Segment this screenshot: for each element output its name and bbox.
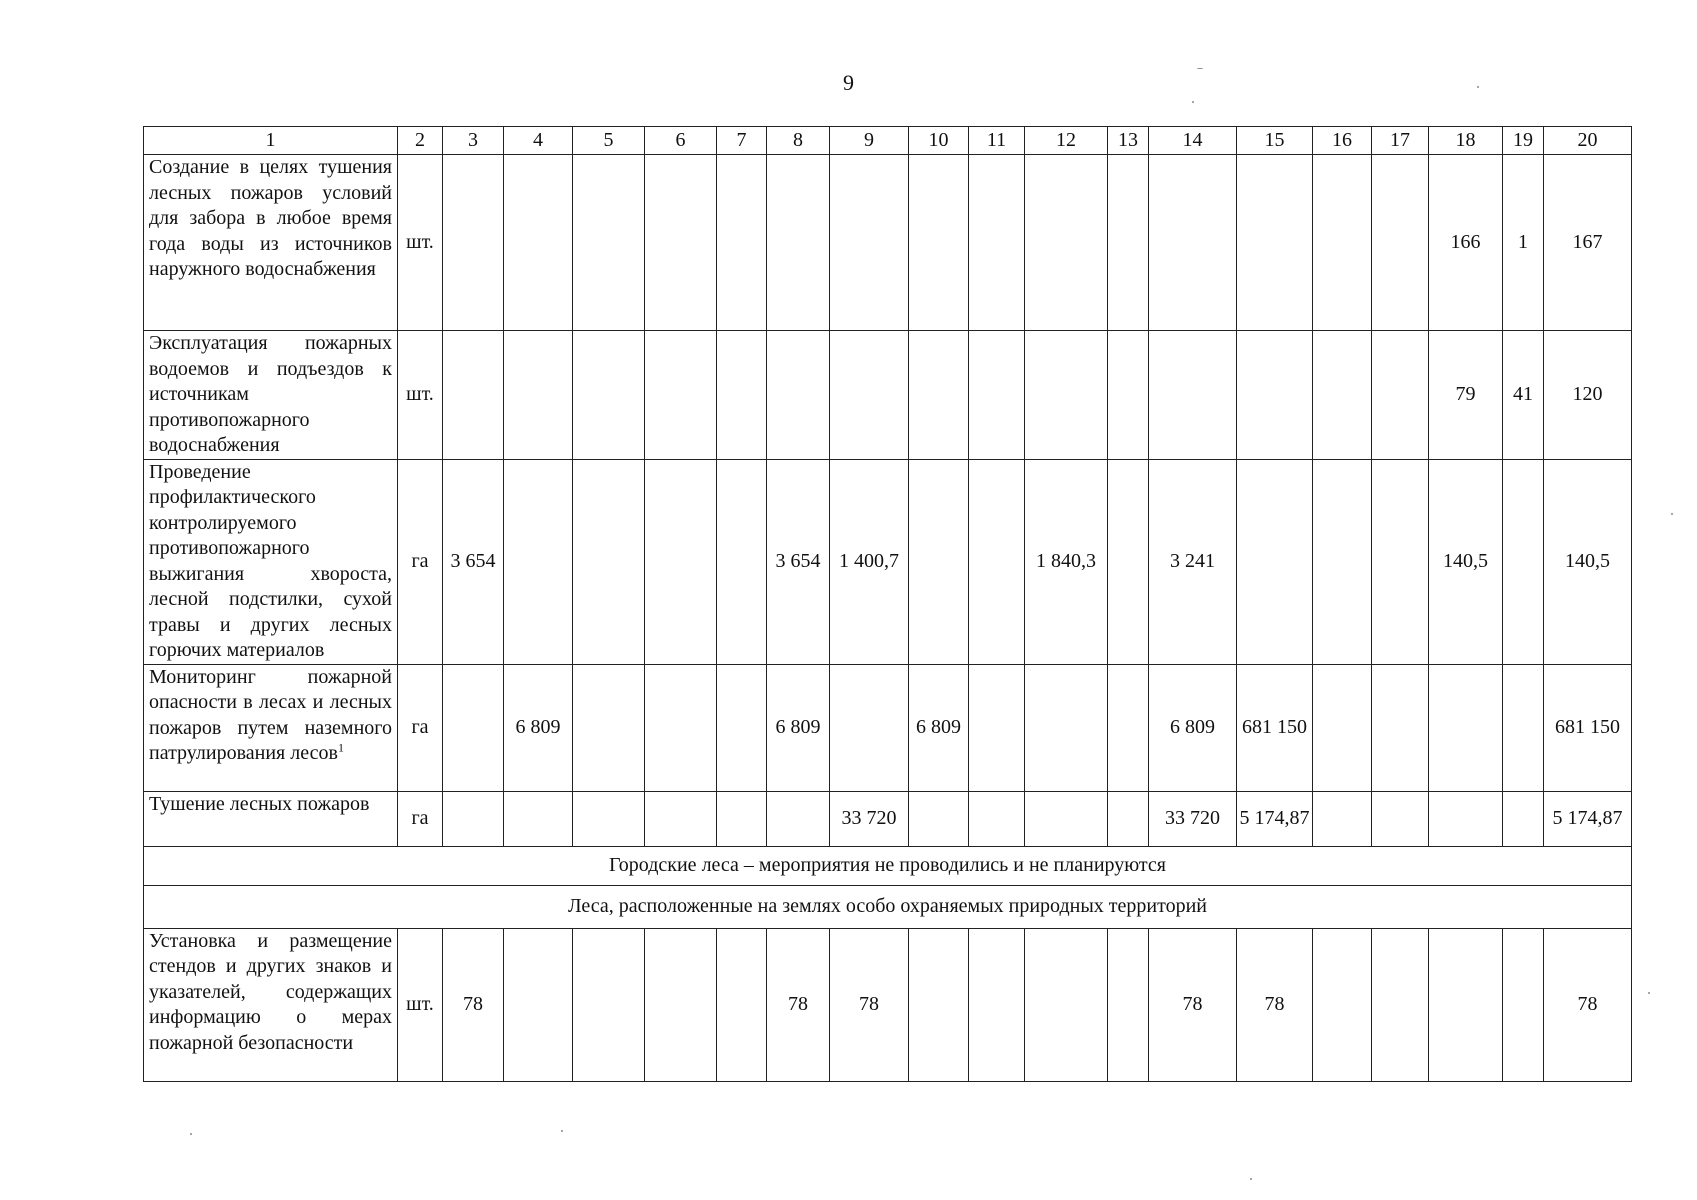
unit-cell: шт. <box>398 155 443 331</box>
value-cell <box>1429 664 1503 791</box>
value-cell <box>1108 928 1149 1081</box>
value-cell <box>1025 155 1108 331</box>
column-header: 12 <box>1025 127 1108 155</box>
section-row <box>144 846 1632 885</box>
value-cell <box>767 331 830 460</box>
header-row <box>144 127 1632 155</box>
column-header: 9 <box>830 127 909 155</box>
value-cell <box>443 331 504 460</box>
value-cell: 6 809 <box>767 664 830 791</box>
value-cell <box>1313 459 1372 664</box>
value-cell <box>1313 331 1372 460</box>
value-cell: 33 720 <box>830 791 909 846</box>
section-title: Леса, расположенные на землях особо охраняемых природных территорий <box>144 885 1632 928</box>
value-cell <box>1025 331 1108 460</box>
value-cell: 33 720 <box>1149 791 1237 846</box>
value-cell <box>1025 928 1108 1081</box>
value-cell <box>645 155 717 331</box>
unit-cell: га <box>398 791 443 846</box>
value-cell <box>1503 664 1544 791</box>
value-cell <box>909 331 969 460</box>
value-cell <box>1313 664 1372 791</box>
value-cell: 78 <box>1237 928 1313 1081</box>
value-cell <box>443 155 504 331</box>
value-cell <box>969 155 1025 331</box>
value-cell <box>717 331 767 460</box>
value-cell: 5 174,87 <box>1237 791 1313 846</box>
value-cell <box>1025 791 1108 846</box>
section-title: Городские леса – мероприятия не проводились и не планируются <box>144 846 1632 885</box>
value-cell <box>969 459 1025 664</box>
column-header: 15 <box>1237 127 1313 155</box>
value-cell <box>1372 664 1429 791</box>
value-cell <box>1108 155 1149 331</box>
unit-cell: га <box>398 459 443 664</box>
value-cell <box>830 664 909 791</box>
value-cell: 79 <box>1429 331 1503 460</box>
value-cell <box>645 331 717 460</box>
value-cell <box>969 331 1025 460</box>
measure-name: Тушение лесных пожаров <box>149 792 370 815</box>
value-cell <box>909 928 969 1081</box>
column-header: 19 <box>1503 127 1544 155</box>
value-cell <box>717 928 767 1081</box>
value-cell <box>1372 155 1429 331</box>
table-row <box>144 459 1632 664</box>
value-cell <box>1429 928 1503 1081</box>
value-cell <box>1237 331 1313 460</box>
column-header: 5 <box>573 127 645 155</box>
value-cell: 1 <box>1503 155 1544 331</box>
column-header: 20 <box>1544 127 1632 155</box>
measure-name-cell <box>144 664 398 791</box>
value-cell: 1 400,7 <box>830 459 909 664</box>
value-cell <box>1503 459 1544 664</box>
value-cell <box>717 664 767 791</box>
value-cell: 3 654 <box>767 459 830 664</box>
value-cell <box>504 791 573 846</box>
scan-speck <box>561 1130 563 1132</box>
column-header: 11 <box>969 127 1025 155</box>
table-row <box>144 791 1632 846</box>
value-cell <box>1108 459 1149 664</box>
forest-measures-table <box>143 126 1632 1082</box>
value-cell: 681 150 <box>1237 664 1313 791</box>
value-cell <box>504 331 573 460</box>
measure-name-cell <box>144 928 398 1081</box>
value-cell: 78 <box>443 928 504 1081</box>
value-cell <box>573 155 645 331</box>
table-row <box>144 331 1632 460</box>
value-cell: 140,5 <box>1429 459 1503 664</box>
measure-name: Создание в целях тушения лесных пожаров условий для забора в любое время года воды из источников наружного водоснабжения <box>149 156 392 280</box>
column-header: 7 <box>717 127 767 155</box>
value-cell <box>645 928 717 1081</box>
value-cell <box>573 459 645 664</box>
table-header <box>144 127 1632 155</box>
measure-name: Мониторинг пожарной опасности в лесах и лесных пожаров путем наземного патрулирования лесов <box>149 665 392 764</box>
value-cell: 120 <box>1544 331 1632 460</box>
value-cell <box>1149 155 1237 331</box>
value-cell <box>717 459 767 664</box>
scan-speck <box>190 1133 192 1135</box>
value-cell: 41 <box>1503 331 1544 460</box>
unit-cell: шт. <box>398 928 443 1081</box>
value-cell <box>1503 791 1544 846</box>
value-cell <box>1108 331 1149 460</box>
value-cell <box>1372 928 1429 1081</box>
value-cell: 166 <box>1429 155 1503 331</box>
value-cell <box>573 664 645 791</box>
value-cell <box>1313 928 1372 1081</box>
value-cell <box>717 155 767 331</box>
value-cell <box>717 791 767 846</box>
value-cell: 5 174,87 <box>1544 791 1632 846</box>
value-cell <box>645 791 717 846</box>
column-header: 17 <box>1372 127 1429 155</box>
value-cell: 78 <box>830 928 909 1081</box>
column-header: 4 <box>504 127 573 155</box>
value-cell: 6 809 <box>504 664 573 791</box>
page-number: 9 <box>843 70 854 95</box>
unit-cell: га <box>398 664 443 791</box>
value-cell <box>1503 928 1544 1081</box>
value-cell: 167 <box>1544 155 1632 331</box>
value-cell <box>443 664 504 791</box>
table-body <box>144 155 1632 1082</box>
scan-speck <box>1197 68 1203 69</box>
value-cell: 78 <box>1149 928 1237 1081</box>
value-cell <box>1237 459 1313 664</box>
value-cell <box>909 155 969 331</box>
measure-name-cell <box>144 331 398 460</box>
section-row <box>144 885 1632 928</box>
column-header: 16 <box>1313 127 1372 155</box>
value-cell <box>504 459 573 664</box>
value-cell <box>1313 791 1372 846</box>
value-cell <box>969 928 1025 1081</box>
value-cell: 6 809 <box>1149 664 1237 791</box>
value-cell <box>1429 791 1503 846</box>
column-header: 13 <box>1108 127 1149 155</box>
value-cell: 6 809 <box>909 664 969 791</box>
value-cell <box>969 664 1025 791</box>
value-cell <box>573 331 645 460</box>
value-cell: 78 <box>1544 928 1632 1081</box>
measure-name-cell <box>144 459 398 664</box>
column-header: 10 <box>909 127 969 155</box>
value-cell <box>1108 664 1149 791</box>
column-header: 3 <box>443 127 504 155</box>
value-cell: 140,5 <box>1544 459 1632 664</box>
value-cell <box>645 459 717 664</box>
column-header: 8 <box>767 127 830 155</box>
value-cell: 1 840,3 <box>1025 459 1108 664</box>
column-header: 2 <box>398 127 443 155</box>
table-row <box>144 664 1632 791</box>
value-cell <box>504 155 573 331</box>
scan-speck <box>1648 992 1650 994</box>
measure-name: Эксплуатация пожарных водоемов и подъездов к источникам противопожарного водоснабжения <box>149 332 392 456</box>
value-cell: 681 150 <box>1544 664 1632 791</box>
table-row <box>144 928 1632 1081</box>
value-cell <box>1372 459 1429 664</box>
unit-cell: шт. <box>398 331 443 460</box>
value-cell <box>830 331 909 460</box>
measure-name-cell <box>144 791 398 846</box>
footnote-mark: 1 <box>337 740 344 755</box>
value-cell <box>909 459 969 664</box>
value-cell <box>573 928 645 1081</box>
table-row <box>144 155 1632 331</box>
value-cell <box>909 791 969 846</box>
value-cell <box>830 155 909 331</box>
value-cell: 3 241 <box>1149 459 1237 664</box>
value-cell <box>969 791 1025 846</box>
value-cell <box>1149 331 1237 460</box>
value-cell: 3 654 <box>443 459 504 664</box>
value-cell <box>1372 331 1429 460</box>
value-cell <box>504 928 573 1081</box>
value-cell <box>573 791 645 846</box>
value-cell <box>443 791 504 846</box>
value-cell <box>1372 791 1429 846</box>
value-cell: 78 <box>767 928 830 1081</box>
value-cell <box>767 791 830 846</box>
column-header: 18 <box>1429 127 1503 155</box>
value-cell <box>1313 155 1372 331</box>
column-header: 6 <box>645 127 717 155</box>
scan-speck <box>1671 513 1673 515</box>
value-cell <box>645 664 717 791</box>
column-header: 1 <box>144 127 398 155</box>
scan-speck <box>1250 1178 1252 1180</box>
measure-name: Установка и размещение стендов и других знаков и указателей, содержащих информацию о мерах пожарной безопасности <box>149 929 392 1054</box>
column-header: 14 <box>1149 127 1237 155</box>
scan-speck <box>1477 86 1479 88</box>
measure-name-cell <box>144 155 398 331</box>
value-cell <box>1237 155 1313 331</box>
measure-name: Проведение профилактического контролируемого противопожарного выжигания хвороста, лесной подстилки, сухой травы и других лесных горючих материалов <box>149 460 392 661</box>
value-cell <box>1108 791 1149 846</box>
value-cell <box>1025 664 1108 791</box>
value-cell <box>767 155 830 331</box>
scan-speck <box>1192 101 1194 103</box>
